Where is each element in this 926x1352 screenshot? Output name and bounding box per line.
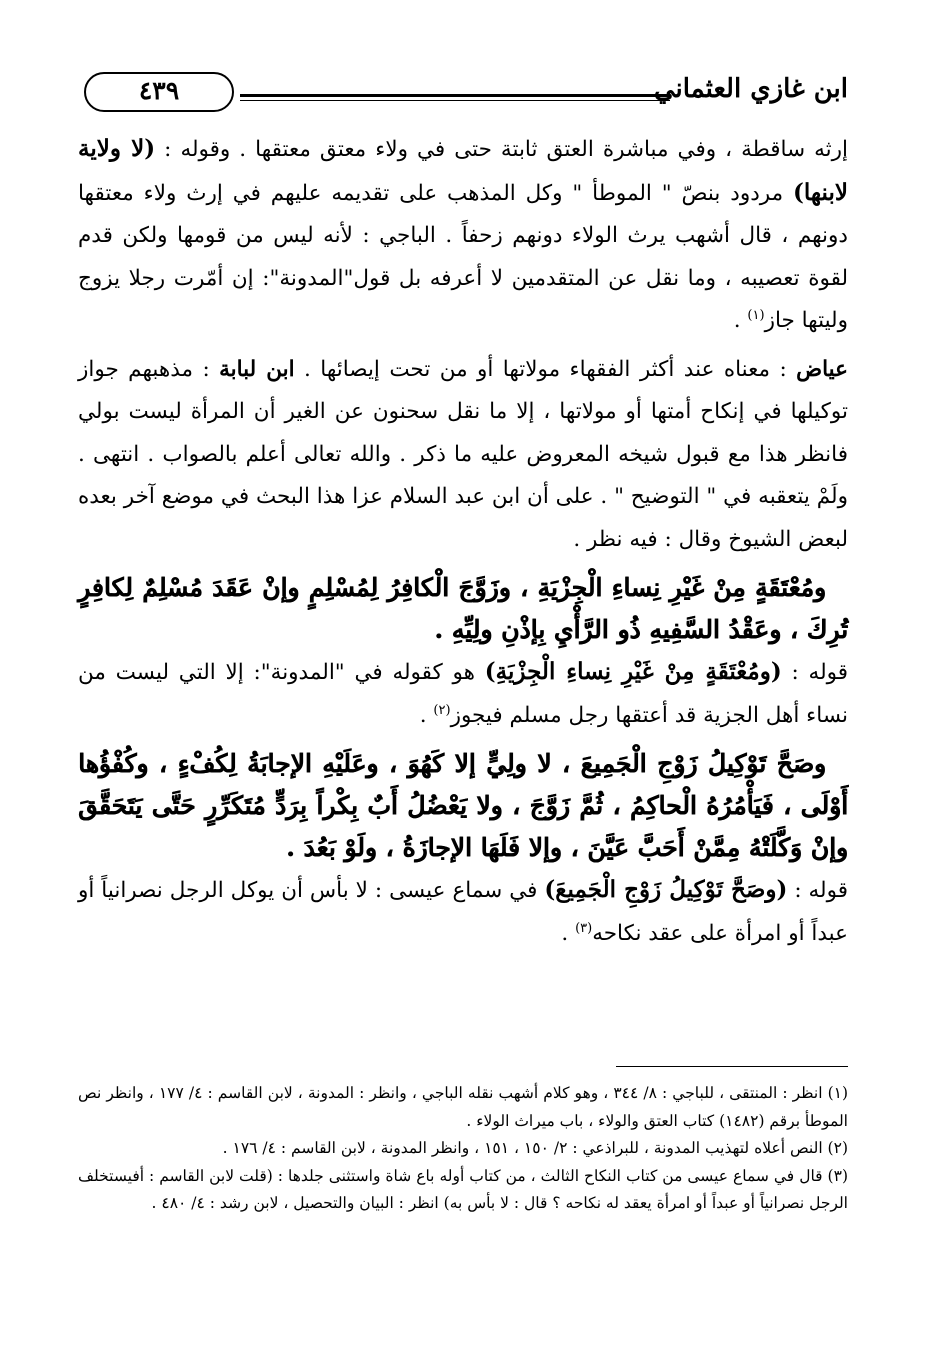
page-header	[78, 68, 848, 122]
matn-paragraph	[78, 567, 848, 651]
matn-paragraph	[78, 743, 848, 869]
main-text	[78, 128, 848, 955]
footnote-separator	[616, 1066, 848, 1067]
scholar-name: ابن لبابة	[219, 356, 295, 382]
commentary-paragraph	[78, 651, 848, 737]
scholar-name: عياض	[796, 356, 848, 382]
footnote: (١) انظر : المنتقى ، للباجي : ٨/ ٣٤٤ ، وهو كلام أشهب نقله الباجي ، وانظر : المدونة ، لابن القاسم : ٤/ ١٧٧ ، وانظر نص الموطأ برقم (١٤٨٢) كتاب العتق والولاء ، باب ميراث الولاء .	[78, 1084, 849, 1130]
text-run: .	[733, 308, 748, 333]
text-run: : مذهبهم جواز توكيلها في إنكاح أمتها أو مولاتها ، إلا ما نقل سحنون عن الغير أن المرأة ليست بولي فانظر هذا مع قبول شيخه المعروض عليه ما ذكر . والله تعالى أعلم بالصواب . انتهى . ولَمْ يتعقبه في " التوضيح " . على أن ابن عبد السلام عزا هذا البحث في موضع آخر بعده لبعض الشيوخ وقال : فيه نظر .	[78, 356, 848, 552]
footnote-ref: (٢)	[433, 702, 451, 718]
text-run: في سماع عيسى : لا بأس أن يوكل الرجل نصرانياً أو عبداً أو امرأة على عقد نكاحه	[78, 878, 848, 946]
page-number: ٤٣٩	[84, 72, 234, 112]
text-run: قوله :	[787, 878, 848, 903]
quoted-matn: (لا ولاية لابنها)	[78, 135, 848, 206]
quoted-matn: (وصَحَّ تَوْكِيلُ زَوْجِ الْجَمِيعَ)	[544, 876, 788, 903]
text-run: : معناه عند أكثر الفقهاء مولاتها أو من تحت إيصائها .	[294, 356, 797, 382]
commentary-paragraph	[78, 128, 848, 343]
commentary-paragraph	[78, 869, 848, 955]
footnote-ref: (٣)	[575, 920, 593, 936]
text-run: مردود بنصّ " الموطأ " وكل المذهب على تقديمه عليهم في إرث ولاء معتقها دونهم ، قال أشهب يرث الولاء دونهم زحفاً . الباجي : لأنه ليس من قومها ولكن قدم لقوة تعصيبه ، وما نقل عن المتقدمين لا أعرفه بل قول"المدونة": إن أمّرت رجلا يزوج وليتها جاز	[78, 180, 848, 333]
header-rule	[240, 94, 670, 101]
matn-text: ومُعْتَقَةٍ مِنْ غَيْرِ نِساءِ الْجِزْيَةِ ، وزَوَّجَ الْكافِرُ لِمُسْلِمٍ وإنْ عَقَدَ مُسْلِمٌ لِكافِرٍ تُرِكَ ، وعَقْدُ السَّفِيهِ ذُو الرَّأْيِ بِإذْنِ ولِيِّهِ .	[78, 573, 848, 644]
text-run: إرثه ساقطة ، وفي مباشرة العتق ثابتة حتى في ولاء معتق معتقها . وقوله :	[155, 137, 848, 162]
footnote: (٣) قال في سماع عيسى من كتاب النكاح الثالث ، من كتاب أوله باع شاة واستثنى جلدها : (قلت لابن القاسم : أفيستخلف الرجل نصرانياً أو عبداً أو امرأة يعقد له نكاحه ؟ قال : لا بأس به) انظر : البيان والتحصيل ، لابن رشد : ٤/ ٤٨٠ .	[78, 1166, 848, 1212]
running-head: ابن غازي العثماني	[653, 74, 848, 104]
footnote-ref: (١)	[747, 307, 765, 323]
text-run: .	[419, 702, 434, 728]
text-run: قوله :	[781, 660, 848, 685]
text-run: هو كقوله في "المدونة": إلا التي ليست من نساء أهل الجزية قد أعتقها رجل مسلم فيجوز	[78, 660, 848, 728]
text-run: .	[561, 920, 576, 946]
commentary-paragraph	[78, 349, 848, 562]
footnotes	[78, 1080, 848, 1218]
quoted-matn: (ومُعْتَقَةٍ مِنْ غَيْرِ نِساءِ الْجِزْيَةِ)	[484, 658, 782, 685]
footnote: (٢) النص أعلاه لتهذيب المدونة ، للبراذعي : ٢/ ١٥٠ ، ١٥١ ، وانظر المدونة ، لابن القاسم : ٤/ ١٧٦ .	[222, 1139, 848, 1157]
matn-text: وصَحَّ تَوْكِيلُ زَوْجِ الْجَمِيعَ ، لا ولِيٍّ إلا كَهُوَ ، وعَلَيْهِ الإجابَةُ لِكُفْءٍ ، وكُفْؤُها أَوْلَى ، فَيَأْمُرُهُ الْحاكِمُ ، ثُمَّ زَوَّجَ ، ولا يَعْضُلُ أَبٌ بِكْراً بِرَدٍّ مُتَكَرِّرٍ حَتَّى يَتَحَقَّقَ وإنْ وَكَّلَتْهُ مِمَّنْ أَحَبَّ عَيَّنَ ، وإلا فَلَهَا الإجازَةُ ، ولَوْ بَعُدَ .	[78, 749, 848, 862]
